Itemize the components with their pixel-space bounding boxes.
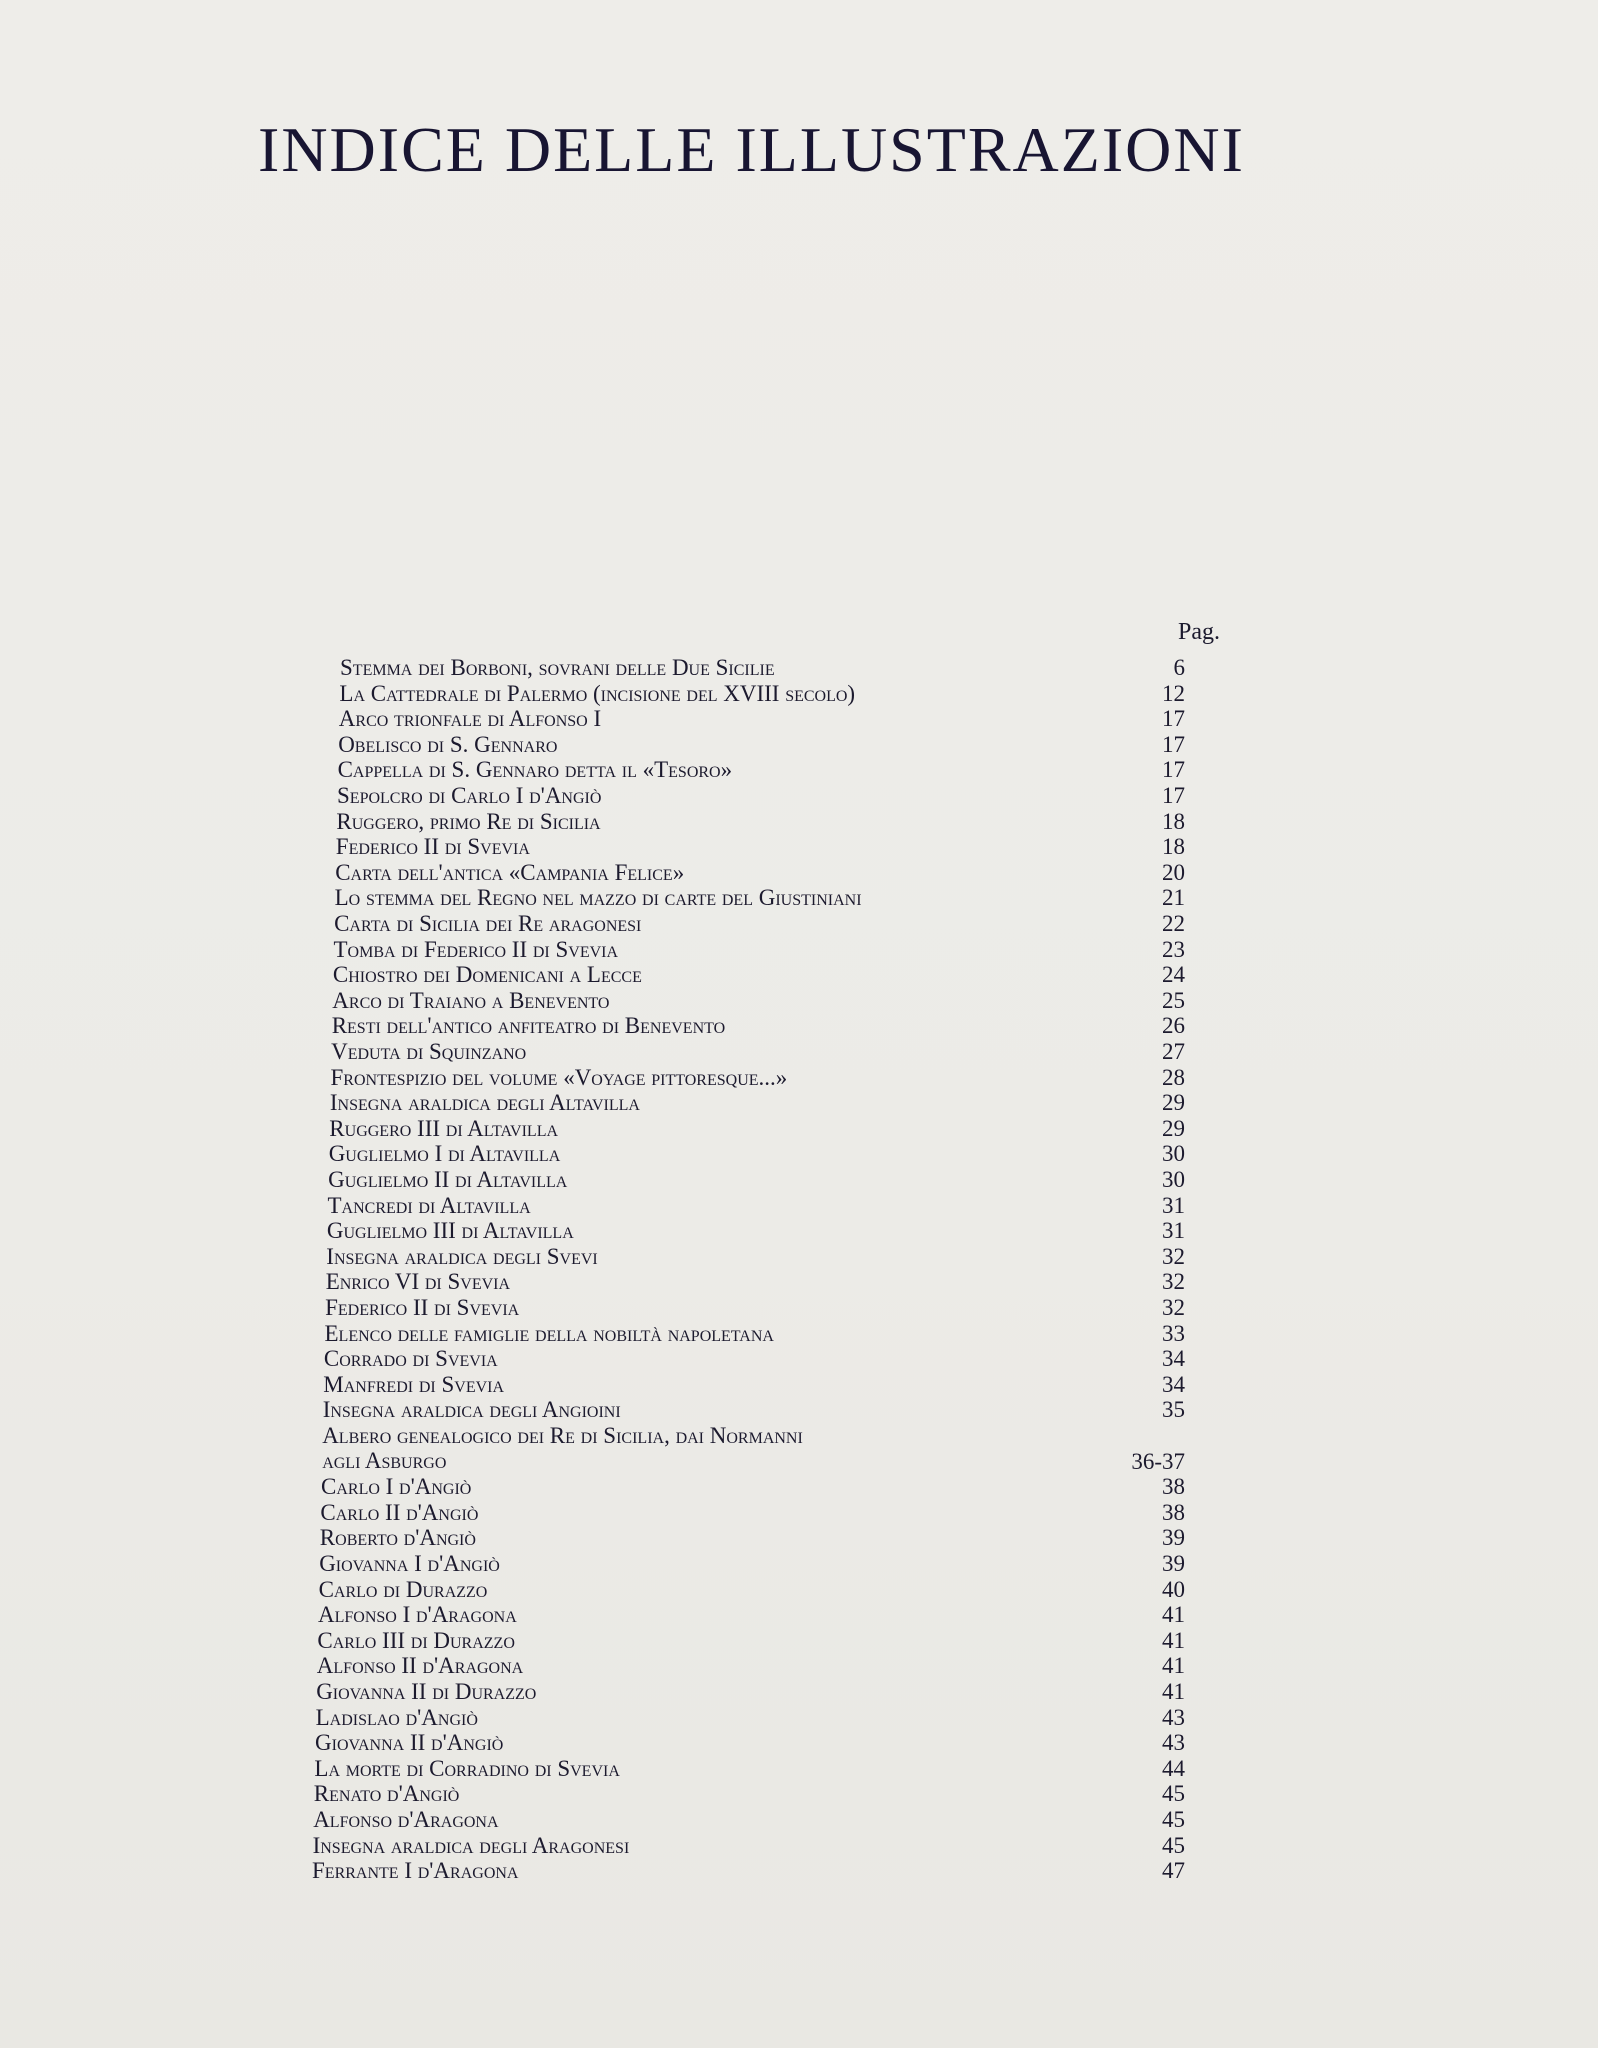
- entry-title: Ladislao d'Angiò: [315, 1704, 478, 1730]
- index-entry: [323, 1397, 621, 1423]
- entry-title: Obelisco di S. Gennaro: [338, 731, 558, 757]
- entry-title: Frontespizio del volume «Voyage pittoresque...»: [330, 1064, 788, 1090]
- index-entry: [320, 1525, 476, 1551]
- entry-title: Insegna araldica degli Altavilla: [329, 1090, 640, 1116]
- entry-title: Alfonso I d'Aragona: [318, 1602, 517, 1628]
- entry-title: Chiostro dei Domenicani a Lecce: [332, 962, 642, 988]
- entry-page-number: 34: [1162, 1371, 1185, 1397]
- entry-page-number: 45: [1162, 1781, 1185, 1807]
- index-entry: [326, 1244, 597, 1270]
- page-title: INDICE DELLE ILLUSTRAZIONI: [258, 114, 1245, 185]
- index-entry: [339, 681, 855, 707]
- index-entry: [329, 1141, 561, 1167]
- entry-page-number: 20: [1162, 859, 1185, 885]
- entry-title: Ruggero, primo Re di Sicilia: [336, 808, 601, 834]
- index-entry: [314, 1756, 620, 1782]
- entry-page-number: 31: [1162, 1218, 1185, 1244]
- entry-title: Carta dell'antica «Campania Felice»: [335, 859, 685, 885]
- index-entry: [334, 911, 641, 937]
- entry-page-number: 6: [1173, 655, 1185, 680]
- entry-page-number: 12: [1162, 680, 1185, 706]
- index-entry: [316, 1705, 478, 1731]
- entry-title: Lo stemma del Regno nel mazzo di carte del Giustiniani: [334, 885, 862, 911]
- entry-page-number: 30: [1162, 1167, 1185, 1192]
- index-entry: [330, 1090, 640, 1116]
- index-entry: [336, 809, 600, 835]
- entry-title: Enrico VI di Svevia: [325, 1269, 511, 1295]
- entry-page-number: 17: [1162, 706, 1185, 732]
- index-entry: [335, 860, 684, 886]
- entry-title: Cappella di S. Gennaro detta il «Tesoro»: [337, 757, 733, 783]
- index-entry: [325, 1295, 519, 1321]
- entry-page-number: 35: [1162, 1397, 1185, 1423]
- index-entry: [332, 1013, 725, 1039]
- entry-page-number: 32: [1162, 1295, 1185, 1320]
- index-entry: [319, 1577, 488, 1603]
- entry-page-number: 17: [1162, 757, 1185, 783]
- entry-page-number: 36-37: [1131, 1448, 1185, 1474]
- index-entry: [325, 1321, 774, 1347]
- index-entry: [329, 1116, 558, 1142]
- index-entry: [318, 1602, 517, 1628]
- entry-page-number: 29: [1162, 1115, 1185, 1141]
- entry-page-number: 28: [1162, 1064, 1185, 1090]
- entry-page-number: 17: [1162, 731, 1185, 757]
- page-column-header: Pag.: [1178, 619, 1220, 645]
- entry-page-number: 43: [1162, 1704, 1185, 1730]
- entry-title: Giovanna II d'Angiò: [315, 1730, 504, 1756]
- entry-page-number: 23: [1162, 936, 1185, 962]
- entry-title: Resti dell'antico anfiteatro di Benevento: [331, 1013, 726, 1039]
- entry-title: Ruggero III di Altavilla: [329, 1115, 559, 1141]
- index-entry: [322, 1423, 803, 1473]
- entry-title: Roberto d'Angiò: [319, 1525, 476, 1551]
- entry-page-number: 22: [1162, 911, 1185, 936]
- entry-page-number: 27: [1162, 1039, 1185, 1064]
- index-entry: [324, 1346, 498, 1372]
- entry-title: Federico II di Svevia: [325, 1295, 520, 1320]
- entry-title: Carlo di Durazzo: [318, 1576, 488, 1602]
- entry-title: Giovanna II di Durazzo: [316, 1679, 537, 1704]
- entry-page-number: 32: [1162, 1243, 1185, 1269]
- entry-title: Elenco delle famiglie della nobiltà napoletana: [324, 1320, 774, 1346]
- index-entry: [331, 1065, 788, 1091]
- entry-title: Corrado di Svevia: [323, 1346, 498, 1372]
- index-entry: [336, 834, 530, 860]
- entry-title: Renato d'Angiò: [313, 1781, 460, 1807]
- entry-page-number: 47: [1162, 1858, 1185, 1884]
- index-entry: [338, 732, 557, 758]
- entry-page-number: 43: [1162, 1730, 1185, 1756]
- index-entry: [320, 1500, 478, 1526]
- entry-title-continuation: agli Asburgo: [322, 1448, 447, 1473]
- entry-title: La Cattedrale di Palermo (incisione del XVIII secolo): [339, 680, 856, 706]
- index-entry: [328, 1193, 531, 1219]
- index-entry: [313, 1807, 498, 1833]
- entry-title: Guglielmo II di Altavilla: [328, 1167, 568, 1192]
- entry-page-number: 45: [1162, 1832, 1185, 1858]
- entry-page-number: 40: [1162, 1576, 1185, 1602]
- index-entry: [314, 1781, 460, 1807]
- entry-page-number: 38: [1162, 1474, 1185, 1500]
- entry-title: Arco di Traiano a Benevento: [332, 987, 610, 1013]
- index-entry: [327, 1218, 574, 1244]
- entry-page-number: 33: [1162, 1320, 1185, 1346]
- entry-page-number: 41: [1162, 1627, 1185, 1653]
- entry-title: Guglielmo III di Altavilla: [326, 1218, 574, 1244]
- entry-page-number: 18: [1162, 808, 1185, 834]
- index-entry: [333, 962, 642, 988]
- entry-title: Carta di Sicilia dei Re aragonesi: [334, 911, 642, 936]
- index-entry: [323, 1372, 504, 1398]
- entry-page-number: 41: [1162, 1653, 1185, 1679]
- entry-page-number: 39: [1162, 1525, 1185, 1551]
- index-entry: [317, 1628, 515, 1654]
- entry-page-number: 39: [1162, 1551, 1185, 1576]
- entry-page-number: 38: [1162, 1499, 1185, 1525]
- entry-page-number: 32: [1162, 1269, 1185, 1295]
- entry-page-number: 18: [1162, 834, 1185, 860]
- index-entry: [334, 937, 619, 963]
- index-entry: [317, 1653, 523, 1679]
- entry-title: La morte di Corradino di Svevia: [314, 1755, 620, 1781]
- entry-title: Carlo I d'Angiò: [321, 1474, 472, 1500]
- index-entry: [326, 1269, 510, 1295]
- entry-title: Alfonso II d'Aragona: [316, 1653, 524, 1679]
- entry-title: Veduta di Squinzano: [331, 1039, 527, 1064]
- entry-title: Arco trionfale di Alfonso I: [338, 706, 602, 732]
- index-entry: [312, 1858, 518, 1884]
- entry-page-number: 45: [1162, 1807, 1185, 1832]
- entry-title: Stemma dei Borboni, sovrani delle Due Sicilie: [340, 655, 775, 680]
- index-entry: [335, 885, 862, 911]
- entry-title: Insegna araldica degli Angioini: [322, 1397, 621, 1423]
- entry-title: Alfonso d'Aragona: [313, 1807, 499, 1832]
- entry-page-number: 26: [1162, 1013, 1185, 1039]
- entry-title: Tomba di Federico II di Svevia: [333, 936, 619, 962]
- index-entry: [331, 1039, 526, 1065]
- entry-page-number: 31: [1162, 1192, 1185, 1218]
- entry-title: Albero genealogico dei Re di Sicilia, dai Normanni: [322, 1423, 803, 1448]
- index-entry: [319, 1551, 500, 1577]
- entry-title: Insegna araldica degli Aragonesi: [312, 1832, 630, 1858]
- index-entry: [338, 757, 733, 783]
- entry-page-number: 34: [1162, 1346, 1185, 1372]
- index-entry: [316, 1679, 536, 1705]
- entry-title: Carlo III di Durazzo: [317, 1627, 515, 1653]
- entry-title: Tancredi di Altavilla: [327, 1192, 531, 1218]
- entry-page-number: 41: [1162, 1679, 1185, 1704]
- entry-page-number: 41: [1162, 1602, 1185, 1628]
- entry-page-number: 29: [1162, 1090, 1185, 1116]
- index-entry: [315, 1730, 503, 1756]
- entry-page-number: 17: [1162, 783, 1185, 808]
- index-entry: [337, 783, 601, 809]
- entry-page-number: 24: [1162, 962, 1185, 988]
- index-entry: [328, 1167, 567, 1193]
- index-entry: [321, 1474, 471, 1500]
- entry-page-number: 21: [1162, 885, 1185, 911]
- entry-title: Insegna araldica degli Svevi: [326, 1243, 598, 1269]
- entry-title: Ferrante I d'Aragona: [312, 1858, 519, 1884]
- entry-title: Federico II di Svevia: [335, 834, 530, 860]
- entry-page-number: 44: [1162, 1755, 1185, 1781]
- entry-page-number: 25: [1162, 987, 1185, 1013]
- index-entry: [332, 988, 609, 1014]
- entry-title: Sepolcro di Carlo I d'Angiò: [337, 783, 602, 808]
- entry-title: Manfredi di Svevia: [323, 1371, 505, 1397]
- entry-title: Carlo II d'Angiò: [320, 1499, 479, 1525]
- index-entry: [313, 1833, 630, 1859]
- entry-title: Giovanna I d'Angiò: [319, 1551, 500, 1576]
- index-entry: [340, 655, 775, 681]
- entry-page-number: 30: [1162, 1141, 1185, 1167]
- entry-title: Guglielmo I di Altavilla: [328, 1141, 561, 1167]
- index-entry: [339, 706, 601, 732]
